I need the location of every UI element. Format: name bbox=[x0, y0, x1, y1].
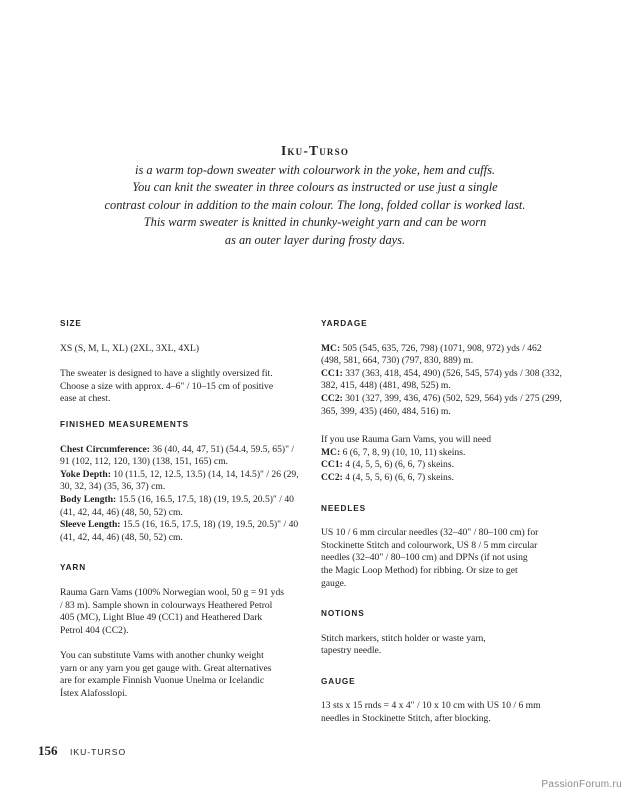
cc1-line-cont: 382, 415, 448) (481, 498, 525) m. bbox=[321, 380, 451, 392]
yoke-value: 10 (11.5, 12, 12.5, 13.5) (14, 14, 14.5)" / 26 (29, bbox=[110, 468, 299, 480]
intro-description bbox=[70, 162, 560, 249]
chest-line bbox=[60, 444, 305, 457]
size-heading: SIZE bbox=[60, 319, 82, 328]
notions-description bbox=[321, 633, 571, 658]
body-value: 15.5 (16, 16.5, 17.5, 18) (19, 19.5, 20.5)" / 40 bbox=[116, 493, 294, 505]
page-footer bbox=[38, 742, 126, 760]
rauma-intro: If you use Rauma Garn Vams, you will need bbox=[321, 434, 492, 446]
cc2-line bbox=[321, 393, 571, 406]
yarn-description bbox=[60, 587, 305, 637]
sleeve-value: 15.5 (16, 16.5, 17.5, 18) (19, 19.5, 20.5)" / 40 bbox=[120, 519, 299, 531]
yoke-line bbox=[60, 469, 305, 482]
yarn-substitution bbox=[60, 650, 305, 700]
yoke-term: Yoke Depth: bbox=[60, 468, 111, 480]
rauma-mc-value: 6 (6, 7, 8, 9) (10, 10, 11) skeins. bbox=[340, 446, 466, 458]
gauge-heading: GAUGE bbox=[321, 676, 356, 686]
yarn-sub-line: are for example Finnish Vuonue Unelma or Icelandic bbox=[60, 675, 265, 687]
sleeve-line-cont: (41, 42, 44, 46) (48, 50, 52) cm. bbox=[60, 531, 183, 543]
needles-line: needles (32–40" / 80–100 cm) and DPNs (if not using bbox=[321, 552, 528, 564]
intro-line: is a warm top-down sweater with colourwork in the yoke, hem and cuffs. bbox=[135, 163, 495, 177]
left-column bbox=[60, 318, 305, 714]
yarn-line: 405 (MC), Light Blue 49 (CC1) and Heathered Dark bbox=[60, 612, 263, 624]
rauma-cc2-value: 4 (4, 5, 5, 6) (6, 6, 7) skeins. bbox=[342, 471, 454, 483]
notions-line: Stitch markers, stitch holder or waste yarn, bbox=[321, 632, 486, 644]
rauma-cc2-term: CC2: bbox=[321, 471, 343, 483]
gauge-description bbox=[321, 700, 571, 725]
notions-line: tapestry needle. bbox=[321, 645, 382, 657]
cc2-term: CC2: bbox=[321, 392, 343, 404]
body-term: Body Length: bbox=[60, 493, 117, 505]
yarn-sub-line: Ístex Alafosslopi. bbox=[60, 688, 128, 700]
rauma-mc-term: MC: bbox=[321, 446, 341, 458]
mc-line-cont: (498, 581, 664, 730) (797, 830, 889) m. bbox=[321, 355, 474, 367]
yardage-heading: YARDAGE bbox=[321, 319, 368, 328]
mc-value: 505 (545, 635, 726, 798) (1071, 908, 972) yds / 462 bbox=[340, 342, 542, 354]
needles-description bbox=[321, 527, 571, 590]
needles-heading: NEEDLES bbox=[321, 503, 366, 513]
yoke-line-cont: 30, 32, 34) (35, 36, 37) cm. bbox=[60, 481, 166, 493]
rauma-cc2-line bbox=[321, 472, 571, 485]
size-note-line: ease at chest. bbox=[60, 393, 111, 405]
cc1-term: CC1: bbox=[321, 367, 343, 379]
gauge-line: 13 sts x 15 rnds = 4 x 4" / 10 x 10 cm with US 10 / 6 mm bbox=[321, 700, 541, 712]
finished-measurements bbox=[60, 444, 305, 545]
gauge-line: needles in Stockinette Stitch, after blocking. bbox=[321, 713, 491, 725]
size-note bbox=[60, 368, 305, 406]
right-column bbox=[321, 318, 571, 739]
cc2-line-cont: 365, 399, 435) (460, 484, 516) m. bbox=[321, 405, 451, 417]
yarn-sub-line: yarn or any yarn you get gauge with. Great alternatives bbox=[60, 662, 272, 674]
running-title: IKU-TURSO bbox=[69, 747, 127, 757]
yarn-sub-line: You can substitute Vams with another chunky weight bbox=[60, 650, 264, 662]
size-note-line: Choose a size with approx. 4–6" / 10–15 cm of positive bbox=[60, 380, 274, 392]
intro-block bbox=[70, 143, 560, 249]
needles-line: gauge. bbox=[321, 577, 347, 589]
cc1-value: 337 (363, 418, 454, 490) (526, 545, 574) yds / 308 (332, bbox=[342, 367, 562, 379]
intro-line: contrast colour in addition to the main colour. The long, folded collar is worked last. bbox=[104, 197, 526, 212]
size-note-line: The sweater is designed to have a slightly oversized fit. bbox=[60, 368, 273, 380]
yarn-line: Petrol 404 (CC2). bbox=[60, 624, 129, 636]
yardage-amounts bbox=[321, 343, 571, 419]
cc1-line bbox=[321, 368, 571, 381]
size-list: XS (S, M, L, XL) (2XL, 3XL, 4XL) bbox=[60, 342, 200, 354]
rauma-cc1-term: CC1: bbox=[321, 459, 343, 471]
page-number: 156 bbox=[38, 743, 58, 758]
finished-measurements-heading: FINISHED MEASUREMENTS bbox=[60, 419, 189, 429]
mc-term: MC: bbox=[321, 342, 341, 354]
chest-term: Chest Circumference: bbox=[60, 443, 150, 455]
rauma-skeins bbox=[321, 434, 571, 484]
intro-line: This warm sweater is knitted in chunky-weight yarn and can be worn bbox=[143, 215, 487, 230]
yarn-line: Rauma Garn Vams (100% Norwegian wool, 50 g = 91 yds bbox=[60, 586, 284, 598]
chest-line-cont: 91 (102, 112, 120, 130) (138, 151, 165) cm. bbox=[60, 456, 229, 468]
rauma-cc1-value: 4 (4, 5, 5, 6) (6, 6, 7) skeins. bbox=[342, 459, 454, 471]
rauma-cc1-line bbox=[321, 459, 571, 472]
intro-line: as an outer layer during frosty days. bbox=[224, 232, 406, 247]
mc-line bbox=[321, 343, 571, 356]
needles-line: the Magic Loop Method) for ribbing. Or size to get bbox=[321, 564, 518, 576]
rauma-mc-line bbox=[321, 447, 571, 460]
chest-value: 36 (40, 44, 47, 51) (54.4, 59.5, 65)" / bbox=[149, 443, 295, 455]
pattern-title: Iku-Turso bbox=[280, 143, 350, 158]
sleeve-term: Sleeve Length: bbox=[60, 519, 121, 531]
yarn-heading: YARN bbox=[60, 563, 87, 573]
yarn-line: / 83 m). Sample shown in colourways Heathered Petrol bbox=[60, 599, 273, 611]
cc2-value: 301 (327, 399, 436, 476) (502, 529, 564) yds / 275 (299, bbox=[342, 392, 562, 404]
notions-heading: NOTIONS bbox=[321, 609, 365, 619]
sleeve-line bbox=[60, 519, 305, 532]
site-watermark: PassionForum.ru bbox=[541, 779, 622, 790]
needles-line: US 10 / 6 mm circular needles (32–40" / 80–100 cm) for bbox=[321, 527, 539, 539]
body-line bbox=[60, 494, 305, 507]
body-line-cont: (41, 42, 44, 46) (48, 50, 52) cm. bbox=[60, 506, 183, 518]
needles-line: Stockinette Stitch and colourwork, US 8 / 5 mm circular bbox=[321, 539, 538, 551]
intro-line: You can knit the sweater in three colours as instructed or use just a single bbox=[132, 180, 498, 195]
